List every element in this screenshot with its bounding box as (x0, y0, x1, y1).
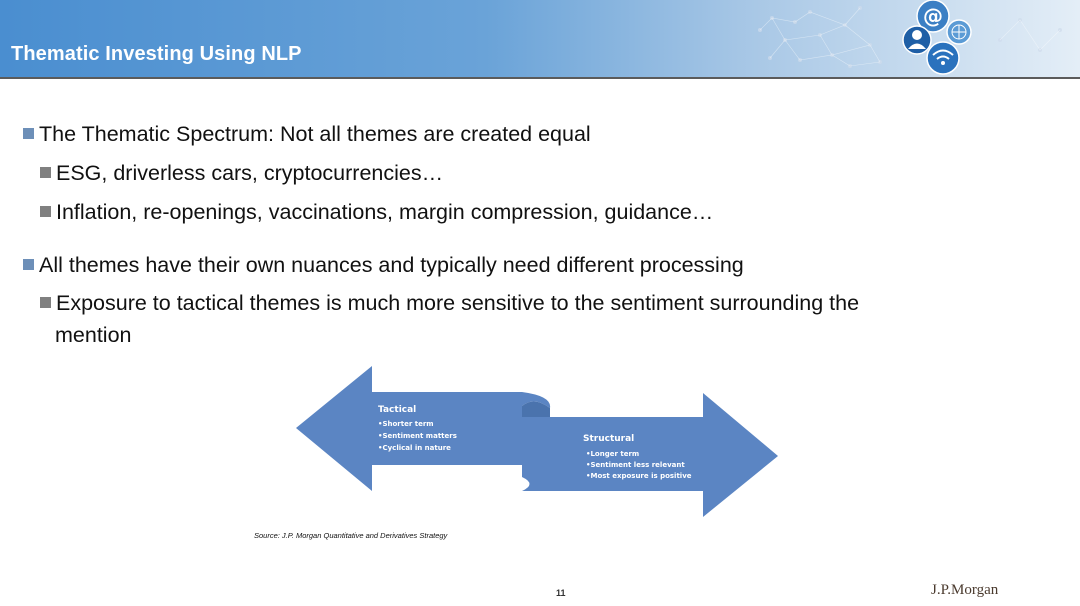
icon-cluster (895, 0, 995, 77)
bullet-square-icon (23, 128, 34, 139)
bullet-continuation (55, 319, 132, 351)
page-title: Thematic Investing Using NLP (11, 43, 302, 65)
bullet-text: All themes have their own nuances and typically need different processing (39, 253, 744, 277)
bullet-l2 (40, 196, 713, 228)
bullet-l1 (23, 249, 744, 281)
bullet-l2 (40, 287, 859, 319)
svg-text:@: @ (923, 4, 943, 28)
bullet-square-icon (40, 167, 51, 178)
globe-icon (947, 20, 971, 44)
bullet-square-icon (40, 206, 51, 217)
tactical-title: Tactical (378, 405, 417, 415)
header-banner (0, 0, 1080, 79)
bullet-square-icon (40, 297, 51, 308)
structural-title: Structural (583, 434, 635, 444)
structural-arrow (522, 393, 778, 517)
structural-point: •Longer term (586, 450, 640, 458)
jpmorgan-logo: J.P.Morgan (931, 582, 999, 598)
bullet-text: Exposure to tactical themes is much more sensitive to the sentiment surrounding the (56, 291, 860, 315)
spectrum-diagram (290, 360, 790, 525)
structural-point: •Most exposure is positive (586, 472, 692, 480)
bullet-square-icon (23, 259, 34, 270)
tactical-arrow (296, 366, 550, 491)
network-decoration (700, 0, 1080, 77)
user-icon (903, 26, 931, 54)
tactical-point: •Sentiment matters (378, 432, 457, 440)
bullet-text: Inflation, re-openings, vaccinations, margin compression, guidance… (56, 200, 714, 224)
source-note: Source: J.P. Morgan Quantitative and Derivatives Strategy (254, 531, 448, 540)
tactical-point: •Cyclical in nature (378, 444, 451, 452)
page-number: 11 (556, 588, 566, 598)
tactical-point: •Shorter term (378, 420, 434, 428)
bullet-text: mention (55, 323, 132, 347)
bullet-text: The Thematic Spectrum: Not all themes are created equal (39, 122, 591, 146)
bullet-l1 (23, 118, 591, 150)
bullet-l2 (40, 157, 443, 189)
wifi-icon (927, 42, 959, 74)
structural-point: •Sentiment less relevant (586, 461, 685, 469)
bullet-text: ESG, driverless cars, cryptocurrencies… (56, 161, 444, 185)
